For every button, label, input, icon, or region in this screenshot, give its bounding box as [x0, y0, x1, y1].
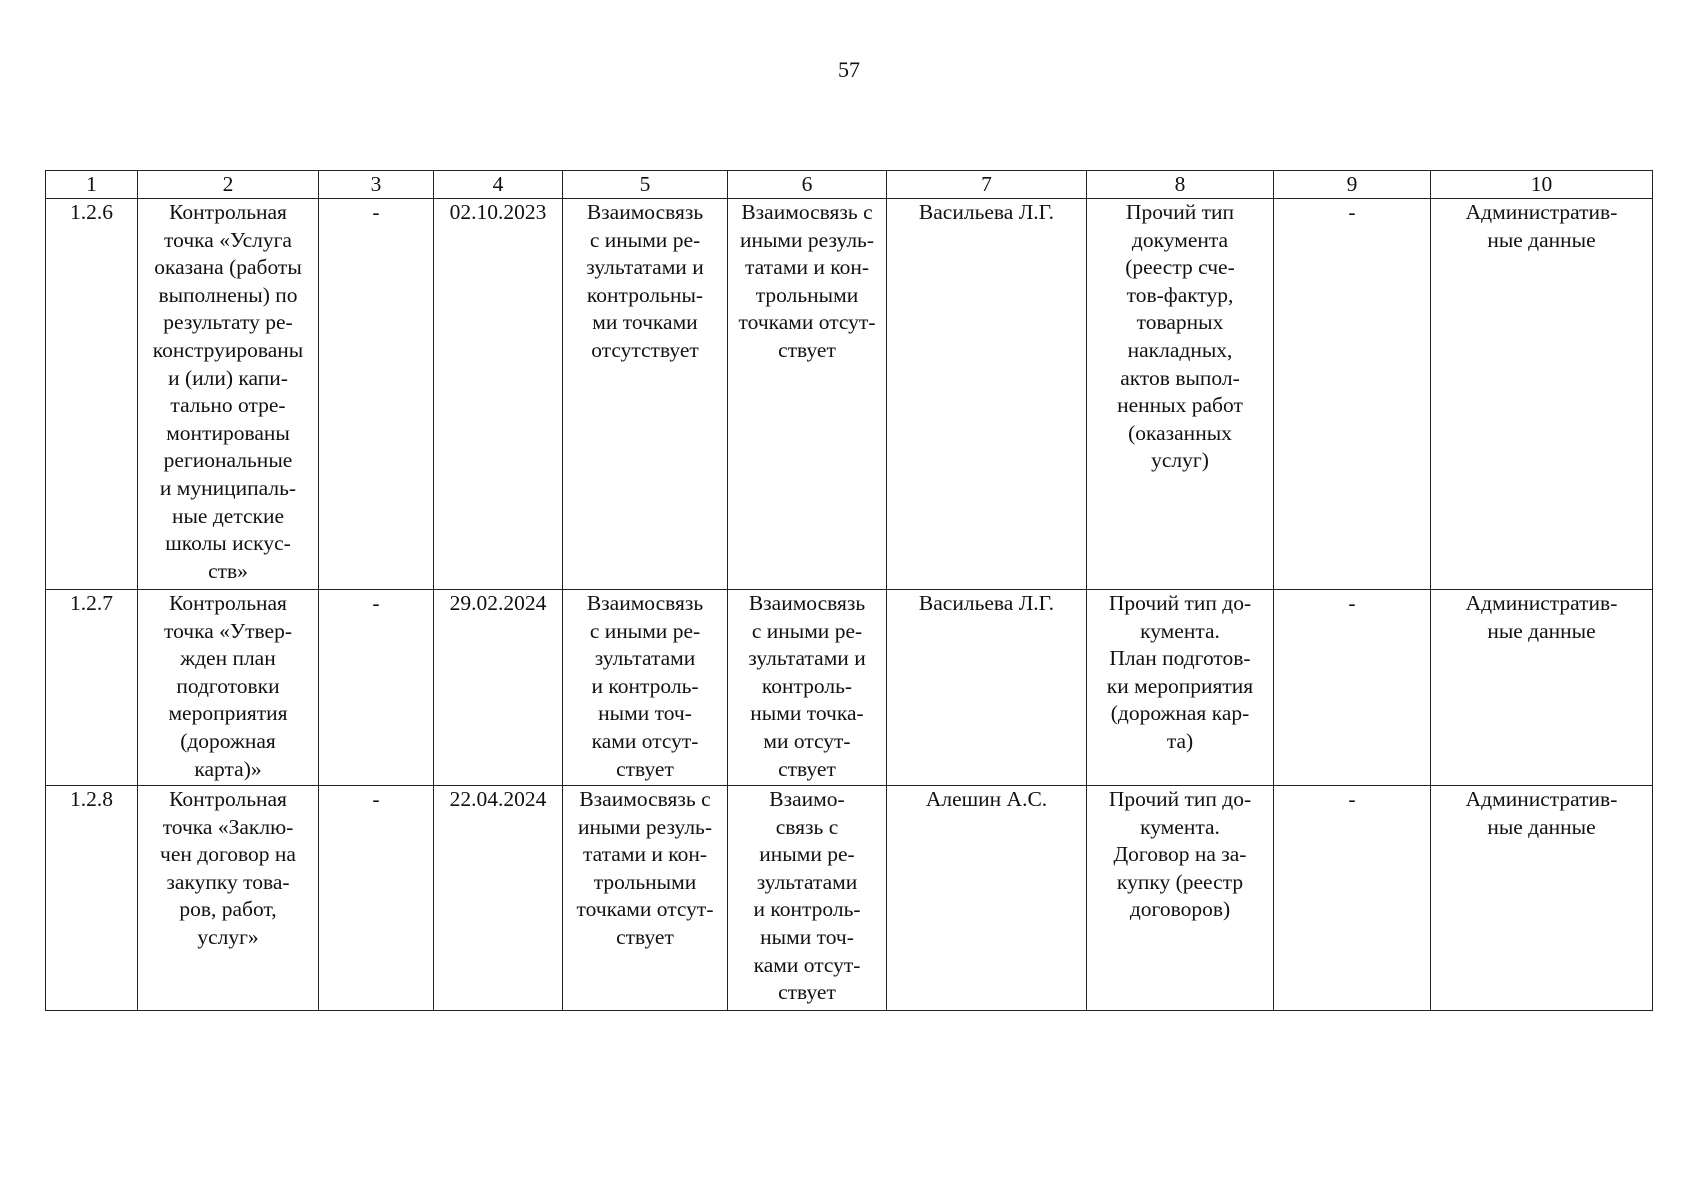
responsible-cell: Алешин А.С.: [887, 786, 1087, 1011]
row-number-cell: 1.2.6: [46, 199, 138, 590]
column-header-4: 4: [434, 171, 563, 199]
responsible-cell: Васильева Л.Г.: [887, 590, 1087, 786]
column-3-cell: -: [319, 786, 434, 1011]
column-header-5: 5: [563, 171, 728, 199]
page-number: 57: [838, 57, 860, 82]
table-row: [46, 786, 1653, 1011]
column-header-1: 1: [46, 171, 138, 199]
relation-cell: Взаимосвязь с иными ре- зультатами и контроль- ными точ- ками отсут- ствует: [563, 590, 728, 786]
column-header-3: 3: [319, 171, 434, 199]
row-number-cell: 1.2.8: [46, 786, 138, 1011]
column-3-cell: -: [319, 199, 434, 590]
control-point-name-cell: Контрольная точка «Заклю- чен договор на закупку това- ров, работ, услуг»: [138, 786, 319, 1011]
column-3-cell: -: [319, 590, 434, 786]
document-type-cell: Прочий тип до- кумента. Договор на за- купку (реестр договоров): [1087, 786, 1274, 1011]
control-point-name-cell: Контрольная точка «Услуга оказана (работы выполнены) по результату ре- конструированы и (или) капи- тально отре- монтированы региональные и муниципаль- ные детские школы искус- ств»: [138, 199, 319, 590]
column-header-8: 8: [1087, 171, 1274, 199]
table-row: [46, 199, 1653, 590]
table-row: [46, 590, 1653, 786]
row-number-cell: 1.2.7: [46, 590, 138, 786]
header-row: [46, 171, 1653, 199]
data-source-cell: Административ- ные данные: [1431, 786, 1653, 1011]
column-9-cell: -: [1274, 199, 1431, 590]
control-point-name-cell: Контрольная точка «Утвер- жден план подготовки мероприятия (дорожная карта)»: [138, 590, 319, 786]
document-type-cell: Прочий тип до- кумента. План подготов- ки мероприятия (дорожная кар- та): [1087, 590, 1274, 786]
column-9-cell: -: [1274, 786, 1431, 1011]
control-points-table: [45, 170, 1653, 1011]
column-header-7: 7: [887, 171, 1087, 199]
data-source-cell: Административ- ные данные: [1431, 590, 1653, 786]
date-cell: 22.04.2024: [434, 786, 563, 1011]
date-cell: 29.02.2024: [434, 590, 563, 786]
column-9-cell: -: [1274, 590, 1431, 786]
responsible-cell: Васильева Л.Г.: [887, 199, 1087, 590]
column-header-6: 6: [728, 171, 887, 199]
relation-cell: Взаимосвязь с иными резуль- татами и кон- трольными точками отсут- ствует: [563, 786, 728, 1011]
document-type-cell: Прочий тип документа (реестр сче- тов-фактур, товарных накладных, актов выпол- ненных работ (оказанных услуг): [1087, 199, 1274, 590]
column-header-9: 9: [1274, 171, 1431, 199]
relation-cell: Взаимосвязь с иными ре- зультатами и контрольны- ми точками отсутствует: [563, 199, 728, 590]
column-header-10: 10: [1431, 171, 1653, 199]
column-header-2: 2: [138, 171, 319, 199]
data-source-cell: Административ- ные данные: [1431, 199, 1653, 590]
relation-cell-2: Взаимо- связь с иными ре- зультатами и контроль- ными точ- ками отсут- ствует: [728, 786, 887, 1011]
relation-cell-2: Взаимосвязь с иными ре- зультатами и контроль- ными точка- ми отсут- ствует: [728, 590, 887, 786]
relation-cell-2: Взаимосвязь с иными резуль- татами и кон- трольными точками отсут- ствует: [728, 199, 887, 590]
date-cell: 02.10.2023: [434, 199, 563, 590]
